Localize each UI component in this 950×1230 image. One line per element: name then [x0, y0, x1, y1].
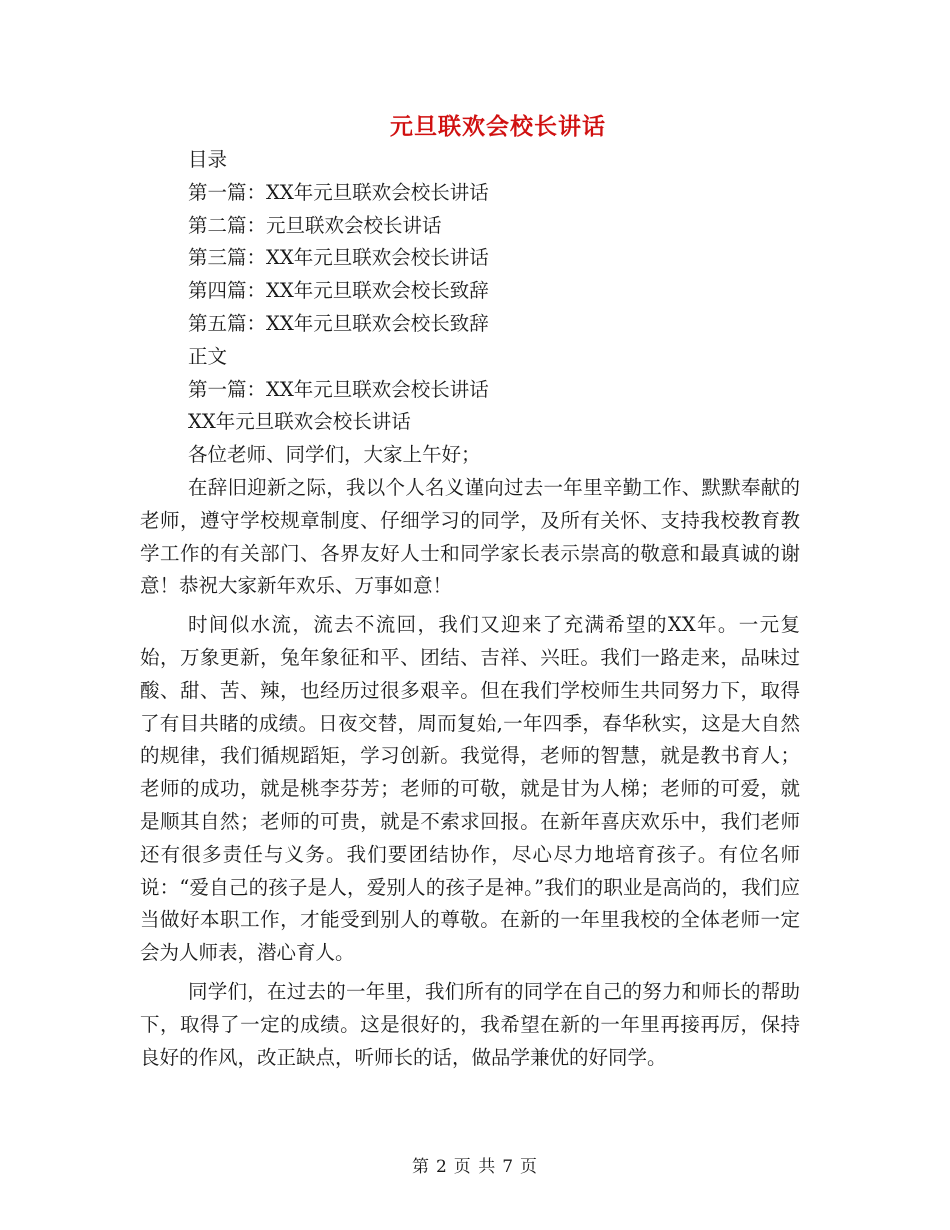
- toc-item-5: 第五篇：XX年元旦联欢会校长致辞: [188, 311, 489, 335]
- paragraph-1: 在辞旧迎新之际，我以个人名义谨向过去一年里辛勤工作、默默奉献的老师，遵守学校规章制度、仔细学习的同学，及所有关怀、支持我校教育教学工作的有关部门、各界友好人士和同学家长表示崇高的敬意和最真诚的谢意！恭祝大家新年欢乐、万事如意！: [140, 476, 800, 598]
- speech-title: XX年元旦联欢会校长讲话: [188, 410, 411, 434]
- footer-prefix: 第: [411, 1157, 430, 1177]
- paragraph-2: 时间似水流，流去不流回，我们又迎来了充满希望的XX年。一元复始，万象更新，兔年象征和平、团结、吉祥、兴旺。我们一路走来，品味过酸、甜、苦、辣，也经历过很多艰辛。但在我们学校师生共同努力下，取得了有目共睹的成绩。日夜交替，周而复始,一年四季，春华秋实，这是大自然的规律，我们循规蹈矩，学习创新。我觉得，老师的智慧，就是教书育人；老师的成功，就是桃李芬芳；老师的可敬，就是甘为人梯；老师的可爱，就是顺其自然；老师的可贵，就是不索求回报。在新年喜庆欢乐中，我们老师还有很多责任与义务。我们要团结协作，尽心尽力地培育孩子。有位名师说：“爱自己的孩子是人，爱别人的孩子是神。”我们的职业是高尚的，我们应当做好本职工作，才能受到别人的尊敬。在新的一年里我校的全体老师一定会为人师表，潜心育人。: [140, 613, 800, 965]
- body-heading: 正文: [188, 344, 228, 368]
- page-number-footer: [0, 1152, 950, 1177]
- toc-item-1: 第一篇：XX年元旦联欢会校长讲话: [188, 180, 489, 204]
- table-of-contents: [188, 144, 489, 472]
- toc-item-3: 第三篇：XX年元旦联欢会校长讲话: [188, 246, 489, 270]
- footer-page-number: 2: [435, 1157, 448, 1177]
- toc-item-2: 第二篇：元旦联欢会校长讲话: [188, 213, 442, 237]
- paragraph-3: 同学们，在过去的一年里，我们所有的同学在自己的努力和师长的帮助下，取得了一定的成绩。这是很好的，我希望在新的一年里再接再厉，保持良好的作风，改正缺点，听师长的话，做品学兼优的好同学。: [140, 979, 800, 1069]
- toc-heading: 目录: [188, 148, 228, 171]
- section-heading: 第一篇：XX年元旦联欢会校长讲话: [188, 377, 489, 401]
- toc-item-4: 第四篇：XX年元旦联欢会校长致辞: [188, 279, 489, 303]
- footer-total-pages: 7: [502, 1157, 515, 1177]
- greeting-line: 各位老师、同学们，大家上午好；: [188, 443, 481, 467]
- footer-mid: 页 共: [453, 1157, 497, 1177]
- document-title: 元旦联欢会校长讲话: [390, 113, 606, 140]
- speech-body: [140, 472, 800, 1080]
- footer-suffix: 页: [520, 1157, 539, 1177]
